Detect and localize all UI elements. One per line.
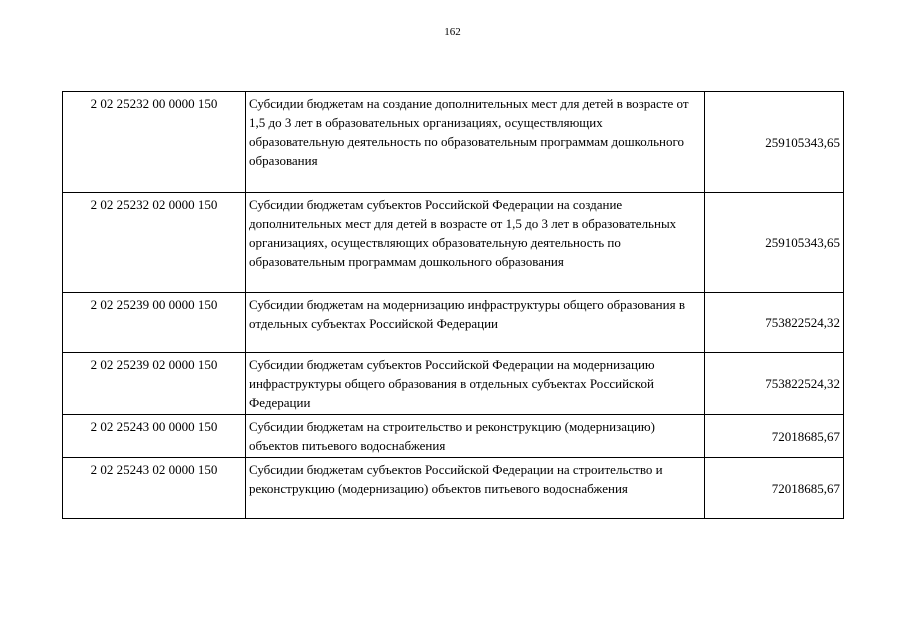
row-description: Субсидии бюджетам субъектов Российской Федерации на создание дополнительных мест для детей в возрасте от 1,5 до 3 лет в образовательных организациях, осуществляющих образовательную деятельность по образовательным программам дошкольного образования [246, 193, 705, 293]
row-amount: 259105343,65 [705, 92, 844, 193]
table-row [63, 458, 844, 519]
table-row [63, 293, 844, 353]
budget-revenue-table [62, 91, 844, 519]
row-description: Субсидии бюджетам субъектов Российской Федерации на строительство и реконструкцию (модернизацию) объектов питьевого водоснабжения [246, 458, 705, 519]
row-code: 2 02 25239 00 0000 150 [63, 293, 246, 353]
row-amount: 753822524,32 [705, 293, 844, 353]
row-amount: 259105343,65 [705, 193, 844, 293]
row-description: Субсидии бюджетам на создание дополнительных мест для детей в возрасте от 1,5 до 3 лет в образовательных организациях, осуществляющих образовательную деятельность по образовательным программам дошкольного образования [246, 92, 705, 193]
table-row [63, 353, 844, 415]
table-row [63, 415, 844, 458]
row-description: Субсидии бюджетам на модернизацию инфраструктуры общего образования в отдельных субъектах Российской Федерации [246, 293, 705, 353]
table-row [63, 92, 844, 193]
row-code: 2 02 25232 02 0000 150 [63, 193, 246, 293]
row-description: Субсидии бюджетам на строительство и реконструкцию (модернизацию) объектов питьевого водоснабжения [246, 415, 705, 458]
row-description: Субсидии бюджетам субъектов Российской Федерации на модернизацию инфраструктуры общего образования в отдельных субъектах Российской Федерации [246, 353, 705, 415]
row-code: 2 02 25232 00 0000 150 [63, 92, 246, 193]
row-amount: 72018685,67 [705, 458, 844, 519]
row-code: 2 02 25243 00 0000 150 [63, 415, 246, 458]
row-code: 2 02 25243 02 0000 150 [63, 458, 246, 519]
row-amount: 72018685,67 [705, 415, 844, 458]
page-number: 162 [444, 26, 461, 38]
table-row [63, 193, 844, 293]
row-amount: 753822524,32 [705, 353, 844, 415]
row-code: 2 02 25239 02 0000 150 [63, 353, 246, 415]
